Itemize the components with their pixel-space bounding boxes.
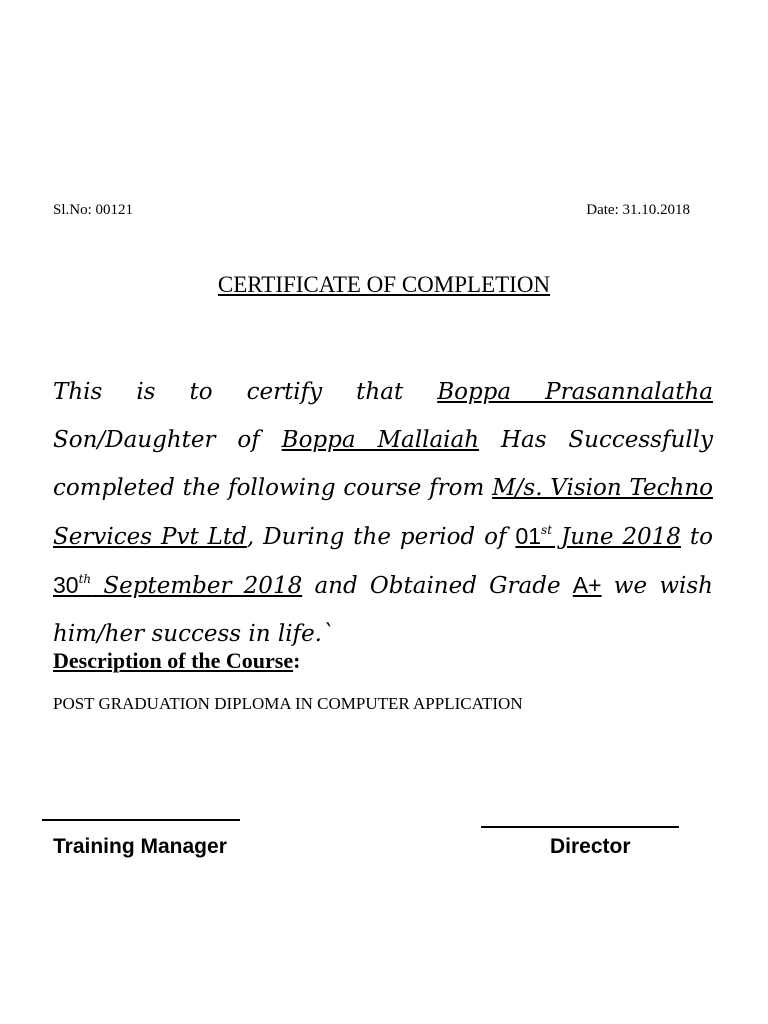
company-name: M/s. Vision Techno Services Pvt Ltd (53, 475, 714, 550)
body-text: we wish him/her success in life.` (53, 573, 713, 647)
start-suffix: st (541, 523, 553, 537)
start-rest: June 2018 (552, 524, 681, 550)
end-rest: September 2018 (91, 573, 303, 599)
recipient-name: Boppa Prasannalatha (437, 379, 713, 405)
body-text: to (680, 524, 713, 550)
body-text: , During the period of (246, 524, 516, 550)
signature-line-left (42, 819, 240, 821)
body-text: Has Successfully completed the following course from (53, 427, 713, 501)
certificate-body (53, 368, 713, 658)
course-name: POST GRADUATION DIPLOMA IN COMPUTER APPLICATION (53, 694, 523, 713)
body-text: and Obtained Grade (302, 573, 573, 599)
end-day: 30 (53, 572, 79, 598)
end-date (53, 573, 302, 599)
signature-label-director: Director (550, 835, 631, 858)
start-day: 01 (515, 523, 542, 549)
end-suffix: th (78, 572, 92, 586)
certificate-date: Date: 31.10.2018 (586, 202, 690, 218)
description-heading-text: Description of the Course (53, 648, 294, 673)
signature-line-right (481, 826, 679, 828)
description-heading (53, 648, 300, 674)
body-text: This is to certify that (53, 379, 438, 405)
grade: A+ (572, 572, 602, 598)
parent-name: Boppa Mallaiah (281, 427, 480, 453)
serial-number: Sl.No: 00121 (53, 202, 134, 218)
certificate-title: CERTIFICATE OF COMPLETION (217, 272, 551, 297)
body-text: Son/Daughter of (53, 427, 282, 453)
signature-label-training-manager: Training Manager (53, 835, 227, 858)
start-date (515, 524, 681, 550)
description-colon: : (293, 648, 301, 673)
